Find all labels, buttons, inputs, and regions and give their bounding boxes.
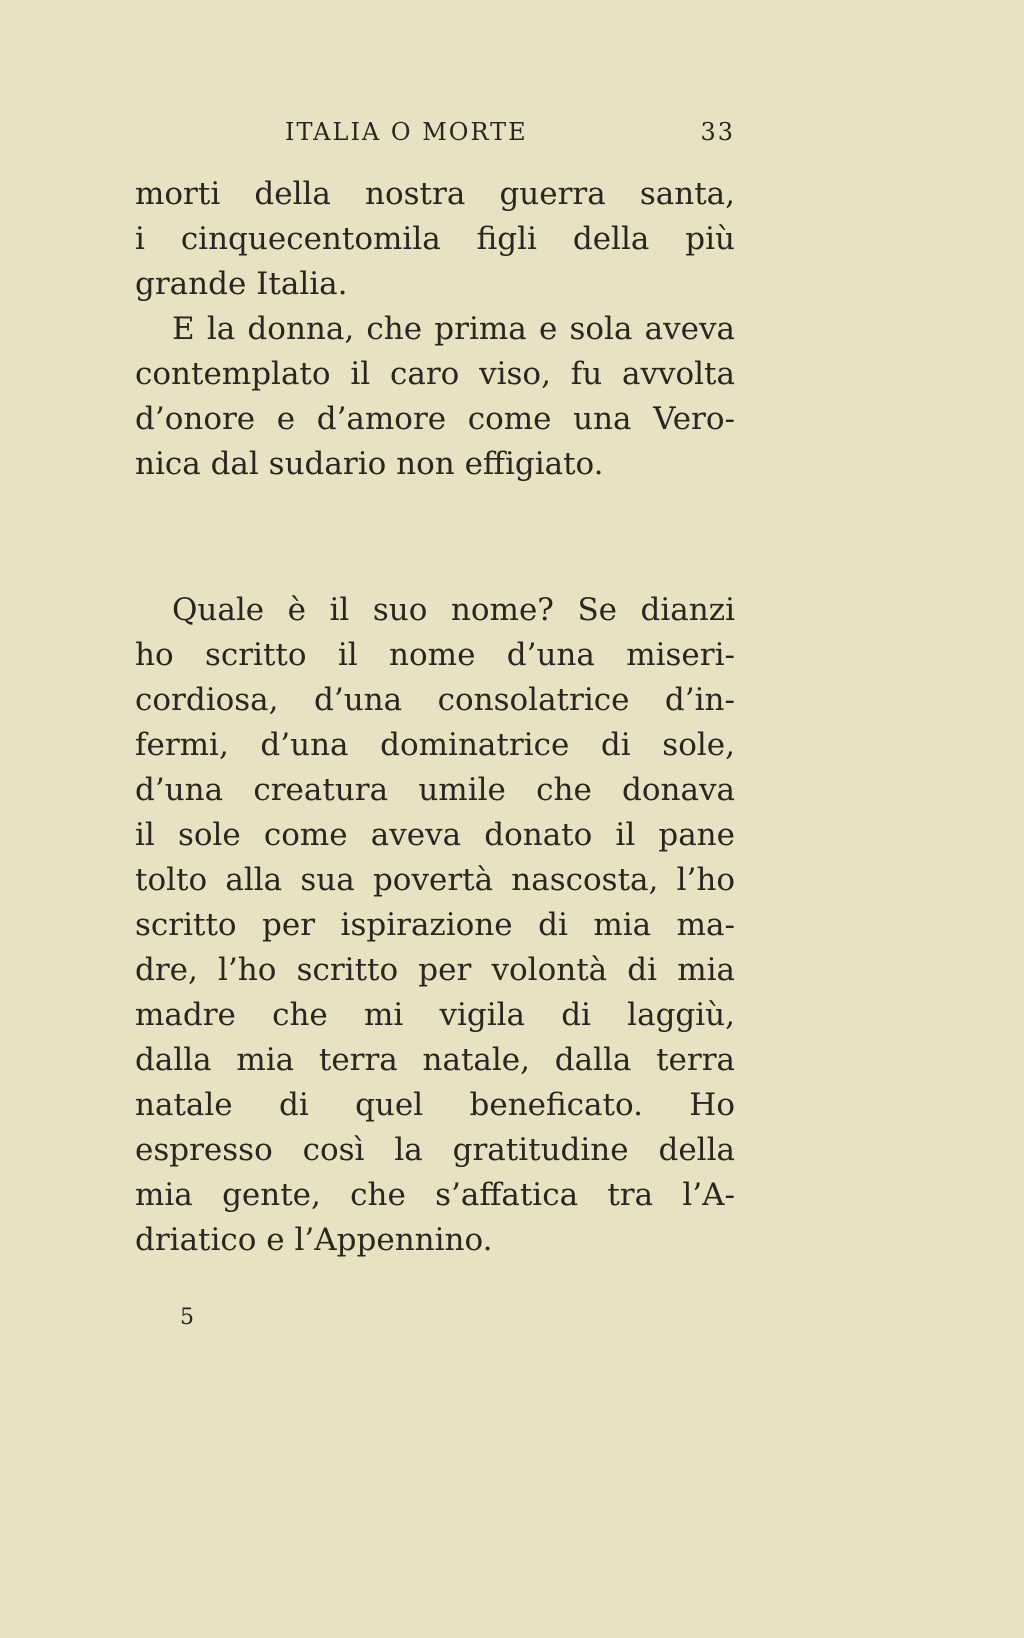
text-line: E la donna, che prima e sola aveva — [172, 311, 735, 347]
text-line: contemplato il caro viso, fu avvolta — [135, 356, 735, 392]
running-head — [285, 118, 735, 154]
text-line: morti della nostra guerra santa, — [135, 176, 735, 212]
text-line: madre che mi vigila di laggiù, — [135, 997, 735, 1033]
text-line: il sole come aveva donato il pane — [135, 817, 735, 853]
text-line: driatico e l’Appennino. — [135, 1222, 493, 1258]
text-line: dre, l’ho scritto per volontà di mia — [135, 952, 735, 988]
text-line: scritto per ispirazione di mia ma- — [135, 907, 735, 943]
text-line: ho scritto il nome d’una miseri- — [135, 637, 735, 673]
text-line: fermi, d’una dominatrice di sole, — [135, 727, 735, 763]
text-line: dalla mia terra natale, dalla terra — [135, 1042, 735, 1078]
text-line: espresso così la gratitudine della — [135, 1132, 735, 1168]
text-line: cordiosa, d’una consolatrice d’in- — [135, 682, 735, 718]
text-line: tolto alla sua povertà nascosta, l’ho — [135, 862, 735, 898]
text-line: d’onore e d’amore come una Vero- — [135, 401, 735, 437]
page-number: 33 — [700, 118, 735, 146]
signature-mark: 5 — [180, 1305, 194, 1330]
text-line: i cinquecentomila figli della più — [135, 221, 735, 257]
text-line: grande Italia. — [135, 266, 348, 302]
text-line: d’una creatura umile che donava — [135, 772, 735, 808]
running-title: ITALIA O MORTE — [285, 118, 528, 146]
text-line: nica dal sudario non effigiato. — [135, 446, 604, 482]
text-line: mia gente, che s’affatica tra l’A- — [135, 1177, 735, 1213]
text-line: natale di quel beneficato. Ho — [135, 1087, 735, 1123]
text-line: Quale è il suo nome? Se dianzi — [172, 592, 735, 628]
